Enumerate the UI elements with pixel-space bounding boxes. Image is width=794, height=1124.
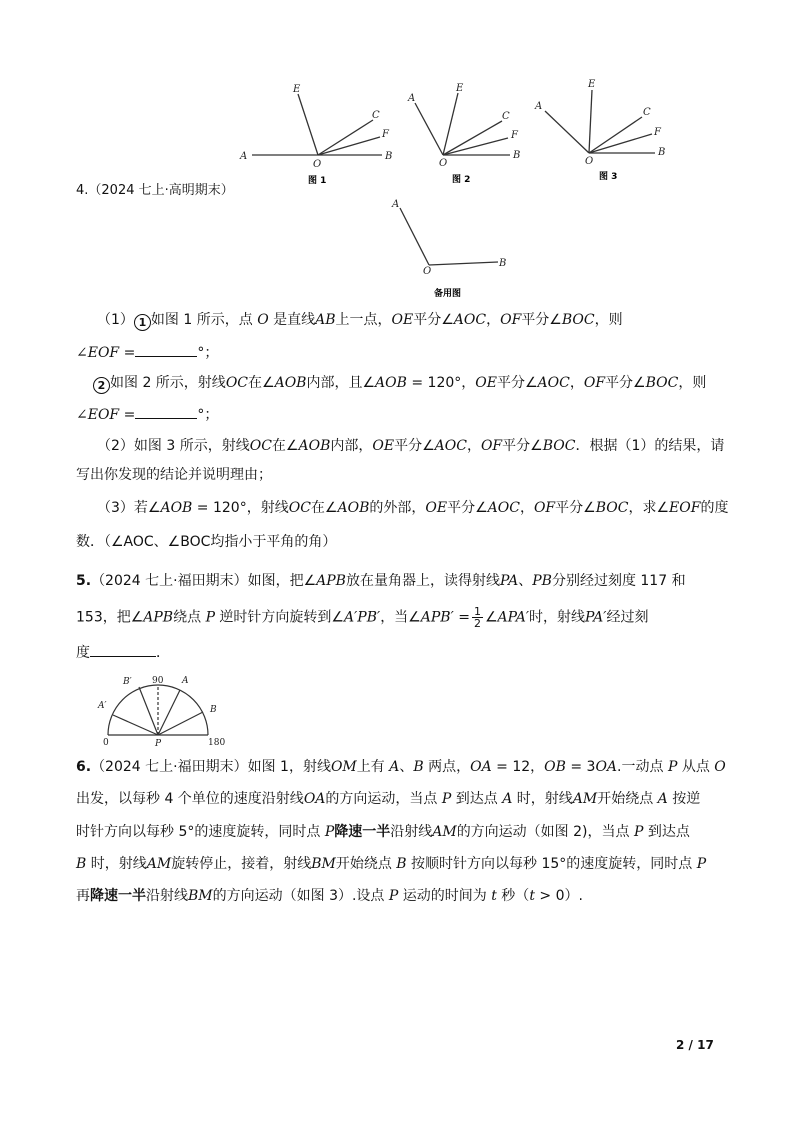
fig3-label-C: C <box>643 107 651 118</box>
page-number: 2 / 17 <box>676 1038 714 1052</box>
spare-label-A: A <box>392 199 400 210</box>
circle-number-2: 2 <box>93 377 110 394</box>
circle-number-1: 1 <box>134 314 151 331</box>
q6-line2: 出发，以每秒 4 个单位的速度沿射线OA的方向运动，当点 P 到达点 A 时，射线AM开始绕点 A 按逆 <box>76 791 701 807</box>
q4-part1-answer: ∠EOF = °； <box>76 342 218 363</box>
fig3-label-O: O <box>585 156 594 167</box>
fig1-label-B: B <box>385 151 393 162</box>
q6-line1: 6.（2024 七上·福田期末）如图 1，射线OM上有 A、B 两点，OA = 12，OB = 3OA.一动点 P 从点 O <box>76 759 726 775</box>
label-0: 0 <box>103 738 109 748</box>
label-A: A <box>182 676 189 686</box>
answer-blank[interactable] <box>135 404 197 419</box>
label-Bprime: B′ <box>123 677 132 687</box>
fig2-label-B: B <box>513 150 521 161</box>
spare-caption: 备用图 <box>434 289 462 299</box>
fraction-one-half: $\frac{1}{2}$ <box>473 605 481 630</box>
label-B: B <box>210 705 217 715</box>
q4-part1-sub2-answer: ∠EOF = °； <box>76 404 218 425</box>
fig1-label-C: C <box>372 110 380 121</box>
figure-3 <box>545 90 655 153</box>
q4-part3-line1: （3）若∠AOB = 120°，射线OC在∠AOB的外部，OE平分∠AOC，OF平分∠BOC，求∠EOF的度 <box>97 500 729 516</box>
q4-number: 4. <box>76 183 89 198</box>
q4-source: （2024 七上·高明期末） <box>88 183 234 198</box>
label-180: 180 <box>208 738 226 748</box>
fig2-caption: 图 2 <box>452 175 471 185</box>
fig1-label-A: A <box>240 151 248 162</box>
fig1-caption: 图 1 <box>308 176 327 186</box>
fig3-label-F: F <box>654 127 661 138</box>
fig3-label-B: B <box>658 147 666 158</box>
fig2-label-C: C <box>502 111 510 122</box>
fig1-label-F: F <box>382 129 389 140</box>
q4-heading <box>76 181 234 201</box>
q4-part1-line1: （1） 1 如图 1 所示，点 O 是直线AB上一点，OE平分∠AOC，OF平分∠BOC，则 <box>97 312 623 329</box>
q4-part1-sub2: 2 如图 2 所示，射线OC在∠AOB内部，且∠AOB = 120°，OE平分∠AOC，OF平分∠BOC，则 <box>93 373 706 394</box>
ray-PA <box>158 690 180 735</box>
spare-label-O: O <box>423 266 432 277</box>
figures-row <box>230 75 670 190</box>
fig1-label-E: E <box>293 84 301 95</box>
fig3-label-E: E <box>588 79 596 90</box>
figure-1 <box>252 94 382 155</box>
q4-part2-line2: 写出你发现的结论并说明理由； <box>76 467 272 483</box>
q5-line1: 5.（2024 七上·福田期末）如图，把∠APB放在量角器上，读得射线PA、PB分别经过刻度 117 和 <box>76 573 686 589</box>
fig2-label-O: O <box>439 158 448 169</box>
q5-line2: 153，把∠APB绕点 P 逆时针方向旋转到∠A′PB′，当∠APB′ = $\frac{1}{2}$ ∠APA′时，射线PA′经过刻 <box>76 605 649 630</box>
fig3-label-A: A <box>535 101 543 112</box>
fig1-label-O: O <box>313 159 322 170</box>
answer-blank[interactable] <box>90 642 156 657</box>
spare-label-B: B <box>499 258 507 269</box>
fig2-label-F: F <box>511 130 518 141</box>
q6-line3: 时针方向以每秒 5°的速度旋转，同时点 P降速一半沿射线AM的方向运动（如图 2)，当点 P 到达点 <box>76 824 690 840</box>
fig3-caption: 图 3 <box>599 172 618 182</box>
fig2-label-A: A <box>408 93 416 104</box>
ray-PB <box>158 712 203 735</box>
q4-part3-line2: 数．（∠AOC、∠BOC均指小于平角的角） <box>76 534 337 550</box>
q6-line4: B 时，射线AM旋转停止，接着，射线BM开始绕点 B 按顺时针方向以每秒 15°的速度旋转，同时点 P <box>76 856 707 872</box>
protractor-figure <box>95 670 235 750</box>
answer-blank[interactable] <box>135 342 197 357</box>
figure-2 <box>415 93 510 155</box>
q5-line3: 度 ． <box>76 642 170 663</box>
spare-figure <box>385 195 525 305</box>
q4-part2-line1: （2）如图 3 所示，射线OC在∠AOB内部，OE平分∠AOC，OF平分∠BOC．根据（1）的结果，请 <box>97 438 725 454</box>
q6-line5: 再降速一半沿射线BM的方向运动（如图 3）.设点 P 运动的时间为 t 秒（t > 0）. <box>76 888 583 904</box>
fig2-label-E: E <box>456 83 464 94</box>
label-P: P <box>155 739 162 749</box>
label-90: 90 <box>152 676 164 686</box>
label-Aprime: A′ <box>98 701 107 711</box>
